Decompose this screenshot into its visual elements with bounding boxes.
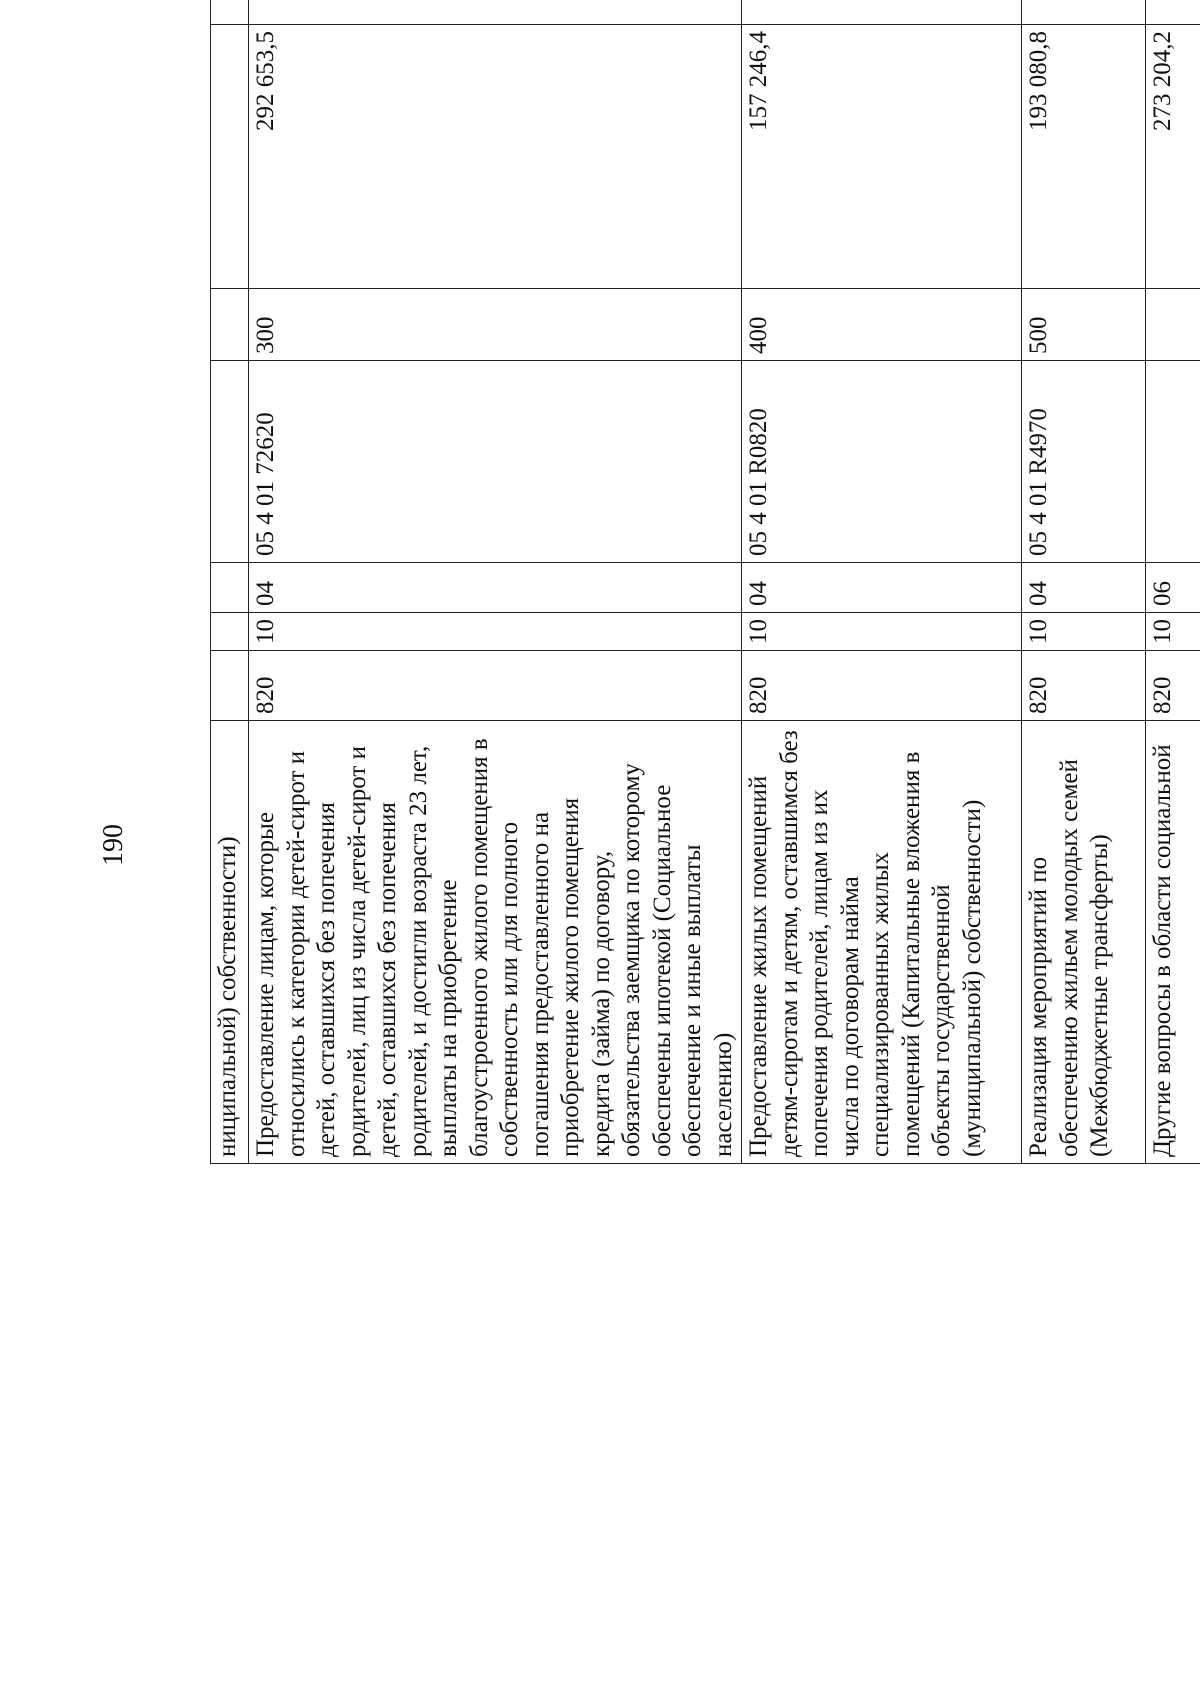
row-name: Предоставление жилых помещений детям-сиротам и детям, оставшимся без попечения родителей, лицам из их числа по договорам найма специализированных жилых помещений (Капитальные вложения в объекты государственной (муниципальной) собственности) [742, 721, 1022, 1164]
row-name: ниципальной) собственности) [211, 721, 249, 1164]
amount-year-1 [211, 25, 249, 289]
grbs-code: 820 [1022, 651, 1146, 721]
table-row [211, 0, 249, 1164]
amount-year-1: 157 246,4 [742, 25, 1022, 289]
section-code: 10 [249, 613, 742, 651]
subsection-code: 04 [742, 563, 1022, 613]
expense-type-code [1146, 289, 1200, 361]
amount-year-2 [249, 0, 742, 25]
subsection-code: 04 [249, 563, 742, 613]
amount-year-2 [1022, 0, 1146, 25]
section-code [211, 613, 249, 651]
section-code: 10 [742, 613, 1022, 651]
amount-year-2 [742, 0, 1022, 25]
section-code: 10 [1022, 613, 1146, 651]
section-code: 10 [1146, 613, 1200, 651]
table-row [249, 0, 742, 1164]
table-row [1146, 0, 1200, 1164]
target-article-code: 05 4 01 R0820 [742, 361, 1022, 563]
expense-type-code [211, 289, 249, 361]
grbs-code: 820 [249, 651, 742, 721]
amount-year-1: 193 080,8 [1022, 25, 1146, 289]
table-row [1022, 0, 1146, 1164]
expense-type-code: 500 [1022, 289, 1146, 361]
row-name: Реализация мероприятий по обеспечению жильем молодых семей (Межбюджетные трансферты) [1022, 721, 1146, 1164]
grbs-code: 820 [1146, 651, 1200, 721]
target-article-code [1146, 361, 1200, 563]
target-article-code: 05 4 01 72620 [249, 361, 742, 563]
target-article-code [211, 361, 249, 563]
amount-year-1: 273 204,2 [1146, 25, 1200, 289]
rotated-table-area [210, 31, 1176, 1164]
expense-type-code: 300 [249, 289, 742, 361]
page-number: 190 [98, 824, 129, 866]
subsection-code: 04 [1022, 563, 1146, 613]
budget-table [210, 0, 1200, 1164]
grbs-code: 820 [742, 651, 1022, 721]
amount-year-2 [211, 0, 249, 25]
amount-year-1: 292 653,5 [249, 25, 742, 289]
target-article-code: 05 4 01 R4970 [1022, 361, 1146, 563]
row-name: Предоставление лицам, которые относились к категории детей-сирот и детей, оставшихся без попечения родителей, лиц из числа детей-сирот и детей, оставшихся без попечения родителей, и достигли возраста 23 лет, выплаты на приобретение благоустроенного жилого помещения в собственность или для полного погашения предоставленного на приобретение жилого помещения кредита (займа) по договору, обязательства заемщика по которому обеспечены ипотекой (Социальное обеспечение и иные выплаты населению) [249, 721, 742, 1164]
expense-type-code: 400 [742, 289, 1022, 361]
subsection-code [211, 563, 249, 613]
rotated-table-inner [210, 31, 1176, 1164]
subsection-code: 06 [1146, 563, 1200, 613]
amount-year-2 [1146, 0, 1200, 25]
table-row [742, 0, 1022, 1164]
row-name: Другие вопросы в области социальной [1146, 721, 1200, 1164]
grbs-code [211, 651, 249, 721]
